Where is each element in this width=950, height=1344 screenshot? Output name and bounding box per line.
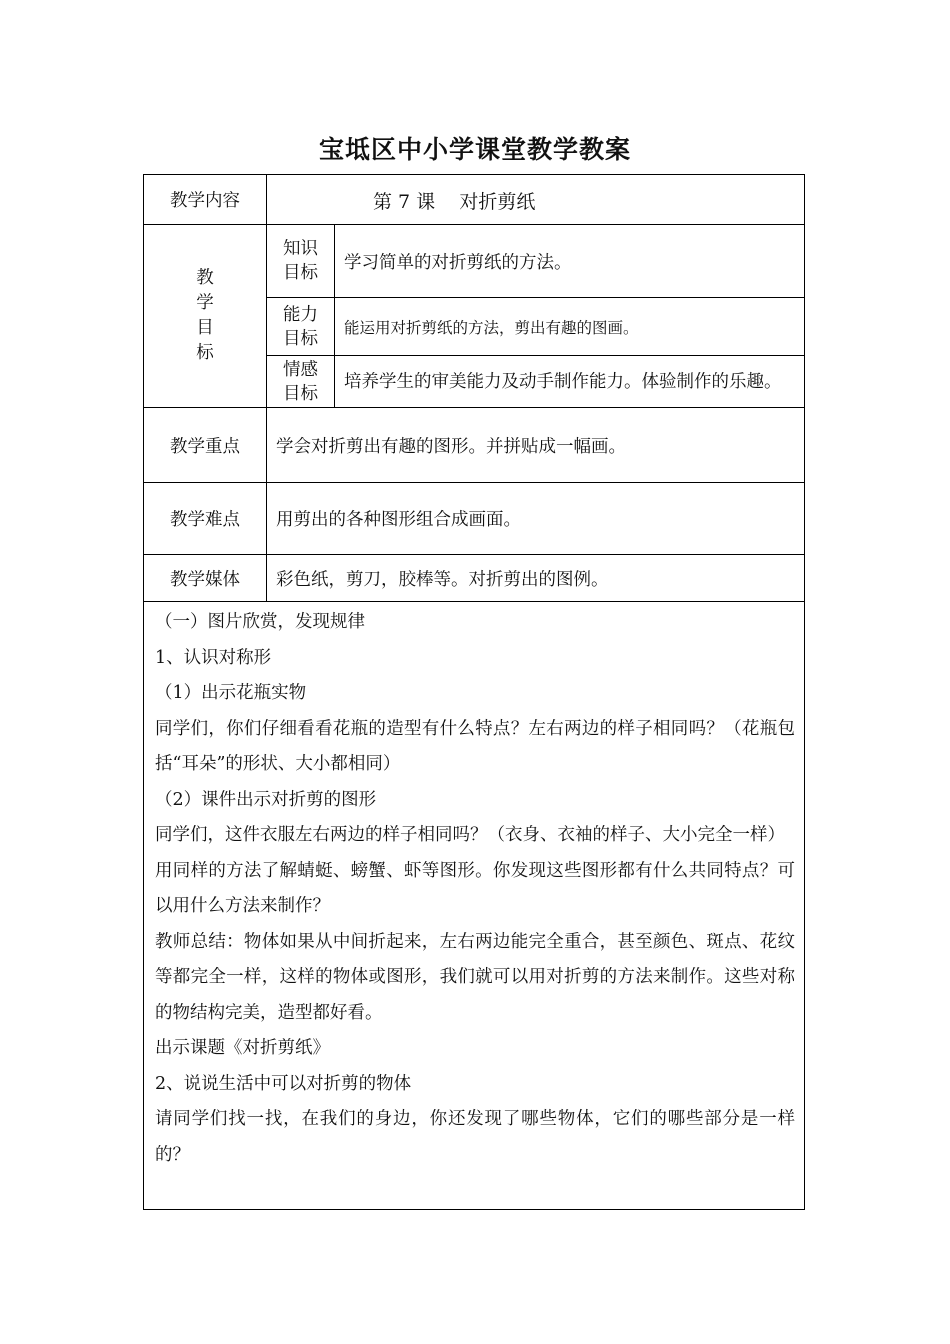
knowledge-value: 学习简单的对折剪纸的方法。 — [344, 252, 572, 273]
difficulty-label: 教学难点 — [170, 510, 240, 530]
difficulty-label-cell — [143, 482, 267, 555]
emotion-label-line: 情感 — [283, 359, 318, 380]
knowledge-label-line: 知识 — [283, 239, 318, 259]
media-label-cell — [143, 554, 267, 602]
process-paragraph: 同学们，你们仔细看看花瓶的造型有什么特点？左右两边的样子相同吗？（花瓶包括“耳朵”的形状、大小都相同） — [155, 718, 795, 774]
process-paragraph: 出示课题《对折剪纸》 — [155, 1038, 330, 1058]
objectives-label-char: 学 — [196, 293, 214, 313]
objectives-label-char: 教 — [196, 268, 214, 288]
ability-label-line: 目标 — [283, 328, 318, 349]
media-label: 教学媒体 — [170, 569, 240, 590]
process-paragraph: 教师总结：物体如果从中间折起来，左右两边能完全重合，甚至颜色、斑点、花纹等都完全一样，这样的物体或图形，我们就可以用对折剪的方法来制作。这些对称的物结构完美，造型都好看。 — [155, 931, 795, 1023]
ability-value: 能运用对折剪纸的方法，剪出有趣的图画。 — [344, 318, 639, 337]
content-label-cell — [143, 174, 267, 225]
process-paragraph: 同学们，这件衣服左右两边的样子相同吗？（衣身、衣袖的样子、大小完全一样） — [155, 825, 785, 845]
lesson-title: 第 7 课 对折剪纸 — [373, 191, 536, 213]
key-point-label: 教学重点 — [170, 436, 240, 457]
process-paragraph: 1、认识对称形 — [155, 647, 272, 668]
process-paragraph: 用同样的方法了解蜻蜓、螃蟹、虾等图形。你发现这些图形都有什么共同特点？可以用什么方法来制作？ — [155, 860, 795, 916]
difficulty-value-cell — [266, 482, 805, 555]
media-value-cell — [266, 554, 805, 602]
emotion-value-cell — [334, 355, 805, 408]
teaching-process — [143, 601, 805, 1210]
process-paragraph: （2）课件出示对折剪的图形 — [155, 789, 377, 810]
objectives-label-cell — [143, 224, 267, 408]
process-paragraph: （1）出示花瓶实物 — [155, 683, 307, 703]
emotion-label-line: 目标 — [283, 383, 318, 404]
content-label: 教学内容 — [170, 191, 240, 211]
process-paragraph: （一）图片欣赏，发现规律 — [155, 612, 365, 632]
difficulty-value: 用剪出的各种图形组合成画面。 — [276, 510, 521, 530]
emotion-label-cell — [266, 355, 335, 408]
process-paragraph: 请同学们找一找，在我们的身边，你还发现了哪些物体，它们的哪些部分是一样的？ — [155, 1109, 795, 1165]
ability-value-cell — [334, 297, 805, 356]
objectives-label-char: 目 — [196, 318, 214, 338]
media-value: 彩色纸，剪刀，胶棒等。对折剪出的图例。 — [276, 569, 609, 590]
key-point-value: 学会对折剪出有趣的图形。并拼贴成一幅画。 — [276, 436, 626, 457]
key-point-value-cell — [266, 407, 805, 483]
objectives-label-char: 标 — [196, 343, 214, 363]
process-paragraph: 2、说说生活中可以对折剪的物体 — [155, 1073, 412, 1094]
knowledge-label-cell — [266, 224, 335, 298]
content-value-cell — [266, 174, 805, 225]
knowledge-value-cell — [334, 224, 805, 298]
page-title: 宝坻区中小学课堂教学教案 — [318, 135, 631, 164]
emotion-value: 培养学生的审美能力及动手制作能力。体验制作的乐趣。 — [344, 371, 782, 392]
key-point-label-cell — [143, 407, 267, 483]
knowledge-label-line: 目标 — [283, 263, 318, 283]
ability-label-line: 能力 — [283, 304, 318, 325]
ability-label-cell — [266, 297, 335, 356]
